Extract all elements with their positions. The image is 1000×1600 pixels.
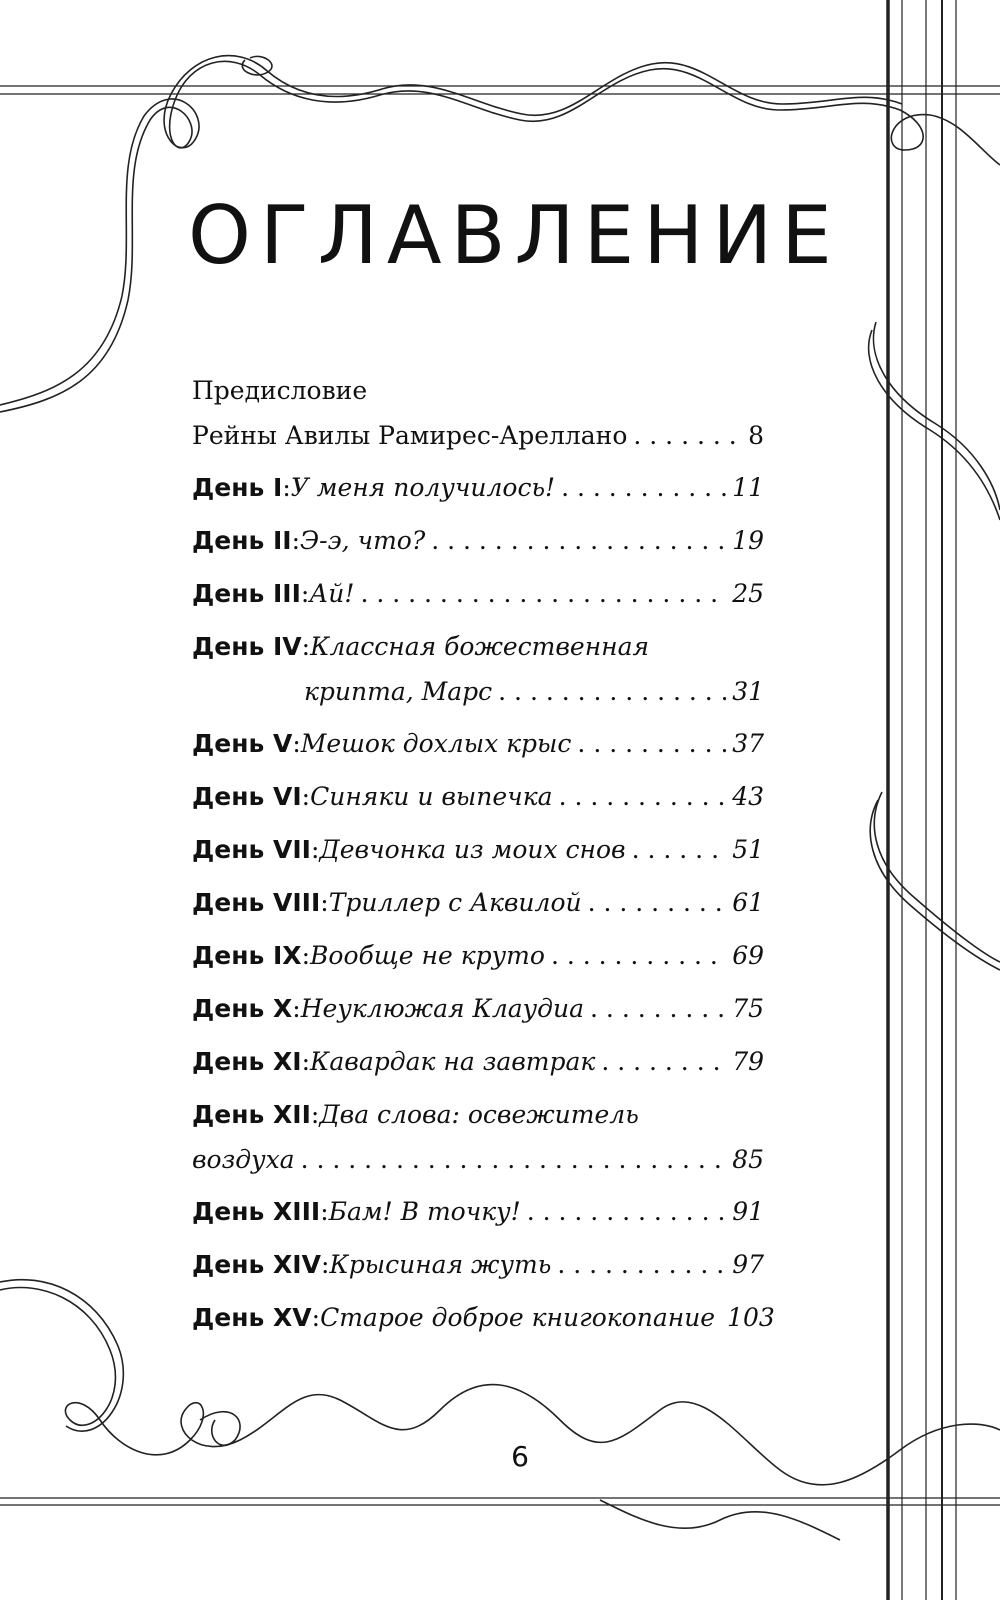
toc-page-number: 91 <box>732 1197 764 1226</box>
toc-entry <box>192 1049 764 1102</box>
toc-preface-line2: Рейны Авилы Рамирес-Ареллано <box>192 421 628 450</box>
toc-separator: : <box>301 941 311 970</box>
toc-day-label: День IX <box>192 941 302 970</box>
toc-leader <box>561 475 726 500</box>
toc-entry <box>192 1252 764 1305</box>
toc-entry <box>192 581 764 634</box>
toc-entry <box>192 1199 764 1252</box>
toc-leader <box>557 1252 726 1277</box>
toc-leader <box>577 731 726 756</box>
toc-day-label: День IV <box>192 632 302 661</box>
toc-separator: : <box>320 888 329 917</box>
toc-separator: : <box>320 1250 330 1279</box>
toc-page-number: 8 <box>748 421 764 450</box>
toc-entry-preface <box>192 378 764 475</box>
toc-separator: : <box>320 1197 329 1226</box>
toc-leader <box>590 996 726 1021</box>
toc-separator: : <box>311 1303 321 1332</box>
toc-day-label: День V <box>192 729 293 758</box>
toc-separator: : <box>301 1047 311 1076</box>
toc-separator: : <box>301 632 311 661</box>
toc-leader <box>360 581 726 606</box>
toc-entry <box>192 943 764 996</box>
toc-chapter-title: Синяки и выпечка <box>310 782 553 811</box>
toc-day-label: День VII <box>192 835 311 864</box>
toc-day-label: День I <box>192 473 283 502</box>
toc-leader <box>431 528 726 553</box>
toc-chapter-title-cont: воздуха <box>192 1145 295 1174</box>
toc-chapter-title: Крысиная жуть <box>329 1250 552 1279</box>
toc-leader <box>601 1049 726 1074</box>
toc-entry <box>192 731 764 784</box>
toc-separator: : <box>292 729 301 758</box>
toc-entry <box>192 784 764 837</box>
toc-separator: : <box>300 579 310 608</box>
toc-entry <box>192 475 764 528</box>
toc-leader <box>588 890 727 915</box>
toc-chapter-title: Э-э, что? <box>300 526 426 555</box>
toc-chapter-title-cont: крипта, Марс <box>304 677 493 706</box>
toc-page-number: 103 <box>727 1303 775 1332</box>
toc-chapter-title: Старое доброе книгокопание <box>320 1303 716 1332</box>
toc-chapter-title: Триллер с Аквилой <box>328 888 582 917</box>
toc-page-number: 43 <box>732 782 764 811</box>
toc-entry <box>192 634 764 731</box>
toc-page-number: 61 <box>732 888 764 917</box>
toc-chapter-title: Классная божественная <box>310 632 650 661</box>
toc-page-number: 19 <box>732 526 764 555</box>
toc-page-number: 25 <box>732 579 764 608</box>
toc-leader <box>632 837 727 862</box>
toc-entry <box>192 996 764 1049</box>
toc-entry <box>192 837 764 890</box>
toc-chapter-title: Кавардак на завтрак <box>310 1047 596 1076</box>
toc-chapter-title: Неуклюжая Клаудиа <box>300 994 585 1023</box>
toc-leader <box>527 1199 726 1224</box>
toc-chapter-title: Два слова: освежитель <box>319 1100 639 1129</box>
toc-chapter-title: Бам! В точку! <box>328 1197 521 1226</box>
toc-day-label: День II <box>192 526 292 555</box>
toc-separator: : <box>291 526 301 555</box>
toc-day-label: День XIV <box>192 1250 321 1279</box>
toc-entry <box>192 528 764 581</box>
toc-day-label: День XV <box>192 1303 312 1332</box>
toc-day-label: День X <box>192 994 293 1023</box>
toc-chapter-title: Девчонка из моих снов <box>319 835 626 864</box>
toc-page-number: 31 <box>732 677 764 706</box>
toc-entry <box>192 1102 764 1199</box>
toc-page-number: 37 <box>732 729 764 758</box>
toc-page-number: 51 <box>732 835 764 864</box>
toc-leader <box>633 423 742 448</box>
toc-chapter-title: Вообще не круто <box>310 941 545 970</box>
toc-chapter-title: Мешок дохлых крыс <box>300 729 572 758</box>
toc-leader <box>301 1147 727 1172</box>
toc-day-label: День VIII <box>192 888 321 917</box>
toc-leader <box>551 943 726 968</box>
toc-preface-line1: Предисловие <box>192 376 368 405</box>
toc-entry <box>192 1303 775 1358</box>
toc-day-label: День VI <box>192 782 302 811</box>
toc-separator: : <box>301 782 311 811</box>
toc-page-number: 85 <box>732 1145 764 1174</box>
table-of-contents <box>192 376 775 1358</box>
toc-day-label: День XIII <box>192 1197 321 1226</box>
toc-day-label: День XI <box>192 1047 302 1076</box>
toc-day-label: День III <box>192 579 301 608</box>
toc-separator: : <box>282 473 291 502</box>
page-title: ОГЛАВЛЕНИЕ <box>188 189 841 282</box>
toc-leader <box>559 784 727 809</box>
toc-page-number: 69 <box>732 941 764 970</box>
toc-chapter-title: Ай! <box>309 579 355 608</box>
toc-day-label: День XII <box>192 1100 311 1129</box>
toc-entry <box>192 890 764 943</box>
toc-separator: : <box>310 835 320 864</box>
toc-leader <box>498 679 726 704</box>
toc-separator: : <box>310 1100 320 1129</box>
toc-page-number: 79 <box>732 1047 764 1076</box>
toc-page-number: 97 <box>732 1250 764 1279</box>
toc-page-number: 11 <box>732 473 764 502</box>
page-number: 6 <box>511 1440 529 1473</box>
toc-entries <box>192 473 775 1358</box>
toc-page-number: 75 <box>732 994 764 1023</box>
toc-separator: : <box>292 994 301 1023</box>
toc-chapter-title: У меня получилось! <box>290 473 556 502</box>
